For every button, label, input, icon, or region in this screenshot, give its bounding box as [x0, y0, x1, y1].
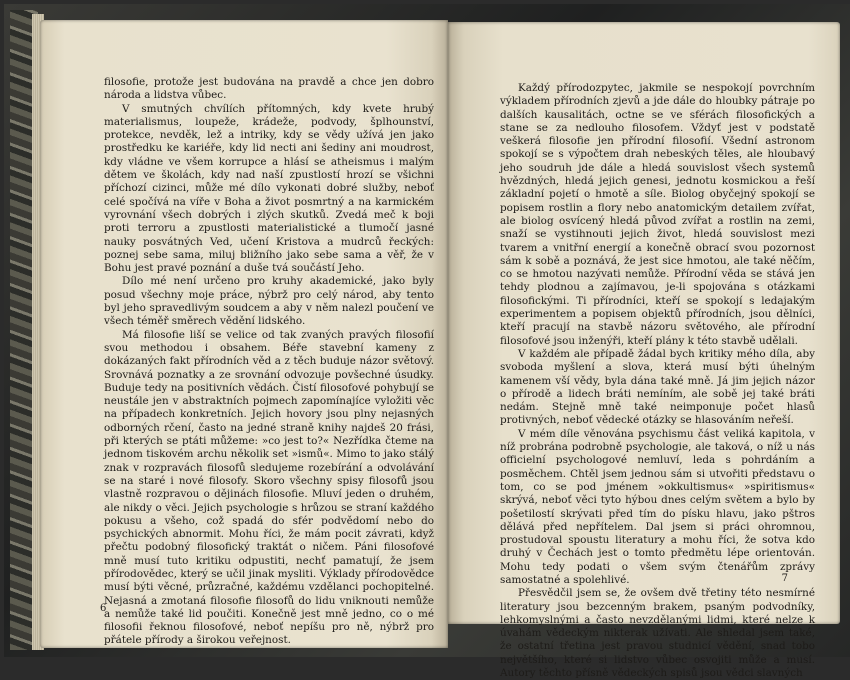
paragraph: filosofie, protože jest budována na pravdě a chce jen dobro národa a lidstva vůbec.: [104, 76, 434, 102]
paragraph: V smutných chvílích přítomných, kdy kvete hrubý materialismus, loupeže, krádeže, podvody, šplhounství, protekce, nevděk, lež a intriky, kdy se vědy užívá jen jako prostředku ke kariéře, kdy lid necti ani šediny ani moudrost, kdy vládne ve všem korrupce a hlásí se atheismus i malým dětem ve školách, kdy nad naší zpustlostí hrozí se všichni příchozí cizinci, může mé dílo vykonati dobré služby, neboť celé spočívá na víře v Boha a život posmrtný a na karmickém vyrovnání všech dobrých i zlých skutků. Zvedá meč k boji proti terroru a zpustlosti materialistické a tlumočí jasné nauky posvátných Ved, učení Kristova a mudrců řeckých: poznej sebe sama, miluj bližního jako sebe sama a věř, že v Bohu jest pravé poznání a duše tvá součástí Jeho.: [104, 102, 434, 275]
left-page: [40, 20, 448, 648]
paragraph: Každý přírodozpytec, jakmile se nespokojí povrchním výkladem přírodních zjevů a jde dále do hloubky pátraje po dalších kausalitách, octne se ve sférách filosofických a stane se za nedlouho filosofem. Vždyť jest v podstatě veškerá filosofie jen přírodní filosofií. Všední astronom spokojí se s výpočtem drah nebeských těles, ale hloubavý jeho soudruh jde dále a hledá souvislost všech systemů hvězdných, hledá jejich genesi, jednotu kosmickou a řeší základní pojetí o hmotě a síle. Biolog obyčejný spokojí se popisem rostlin a flory nebo anatomickým detailem zvířat, ale biolog osvícený hledá původ zvířat a rostlin na zemi, snaží se vystihnouti jejich život, hledá souvislost mezi tvarem a vnitřní energií a konečně obrací svou pozornost sám k sobě a poznává, že jest sice hmotou, ale také něčím, co se hmotou nazývati nemůže. Přírodní věda se stává jen tehdy plodnou a zajímavou, je-li spojována s otázkami filosofickými. Ti přírodníci, kteří se spokojí s ledajakým experimentem a popisem objektů přírodních, jsou dělníci, kteří pracují na stavbě názoru světového, ale přírodní filosofové jsou inženýři, kteří plány k této stavbě udělali.: [500, 82, 815, 347]
right-page-text: [500, 82, 815, 680]
paragraph: V mém díle věnována psychismu část veliká kapitola, v níž probrána podrobně psychologie, ale taková, o níž u nás officielní psychologové nemluví, leda s pohrdáním a posměchem. Chtěl jsem jednou sám si utvořiti představu o tom, co se pod jménem »okkultismus« »spiritismus« skrývá, neboť věci tyto hýbou dnes celým světem a bylo by pošetilostí skrývati před tím do písku hlavu, jako pštros dělává před nepřítelem. Dal jsem si práci ohromnou, prostudoval spoustu literatury a mohu říci, že sotva kdo druhý v Čechách jest o tomto předmětu lépe orientován. Mohu tedy podati o všem svým čtenářům zprávy samostatné a spolehlivé.: [500, 427, 815, 586]
paragraph: V každém ale případě žádal bych kritiky mého díla, aby svoboda myšlení a slova, která musí býti úhelným kamenem vší vědy, byla dána také mně. Já jim jejich názor o přírodě a lidech bráti nemíním, ale sobě jej také bráti nedám. Stejně mně také neimponuje počet hlasů protivných, neboť vědecké otázky se hlasováním neřeší.: [500, 347, 815, 427]
right-page: [448, 22, 840, 680]
paragraph: Přesvědčil jsem se, že ovšem dvě třetiny této nesmírné literatury jsou bezcenným brakem, psaným podvodníky, lehkomyslnými a často nevzdělanými lidmi, které nelze k úvahám vědeckým nikterak užívati. Ale shledal jsem také, že ostatní třetina jest pravou studnicí vědění, snad tobo největšího, které si lidstvo vůbec osvojiti může a musí. Autory těchto přísně vědeckých spisů jsou vědci slavných: [500, 587, 815, 680]
paragraph: Dílo mé není určeno pro kruhy akademické, jako byly posud všechny moje práce, nýbrž pro celý národ, aby tento byl jeho spravedlivým soudcem a aby v něm nalezl poučení ve všech téměř směrech vědění lidského.: [104, 275, 434, 328]
page-number: 6: [100, 603, 107, 614]
paragraph: Má filosofie liší se velice od tak zvaných pravých filosofií svou methodou i obsahem. Béře stavební kameny z dokázaných fakt přírodních věd a z těch buduje názor světový. Srovnává poznatky a ze srovnání odvozuje povšechné úsudky. Buduje tedy na positivních vědách. Čistí filosofové pohybují se neustále jen v abstraktních pojmech zapomínajíce vyložiti věc na případech konkretních. Jejich hovory jsou plny nejasných odborných rčení, často na jedné straně knihy najdeš 20 frási, při kterých se ptáti můžeme: »co jest to?« Nezřídka čteme na jednom tiskovém archu několik set »ismů«. Mimo to jako stálý znak v rozpravách filosofů sledujeme rozebírání a odvolávání se na staré i nové filosofy. Skoro všechny spisy filosofů jsou vlastně rozpravou o dějinách filosofie. Mluví jeden o druhém, ale nikdy o věci. Jejich psychologie s hrůzou se straní každého pokusu a všeho, což spadá do sfér podvědomí nebo do psychických abnormit. Mohu říci, že mám pocit závrati, když přečtu podobný filosofický traktát o ničem. Páni filosofové mně musí tuto kritiku odpustiti, nechť pamatují, že jsem přírodovědec, který se učil jinak mysliti. Výklady přírodovědce musí býti věcné, průzračné, každému vzdělanci pochopitelné. Nejasná a zmotaná filosofie filosofů do lidu vniknouti nemůže a nemůže také lid poučiti. Konečně jest mně jedno, co o mé filosofii řeknou filosofové, neboť nepíšu pro ně, nýbrž pro přátele přírody a širokou veřejnost.: [104, 328, 434, 647]
page-number: 7: [781, 573, 788, 584]
left-page-text: [104, 76, 434, 648]
